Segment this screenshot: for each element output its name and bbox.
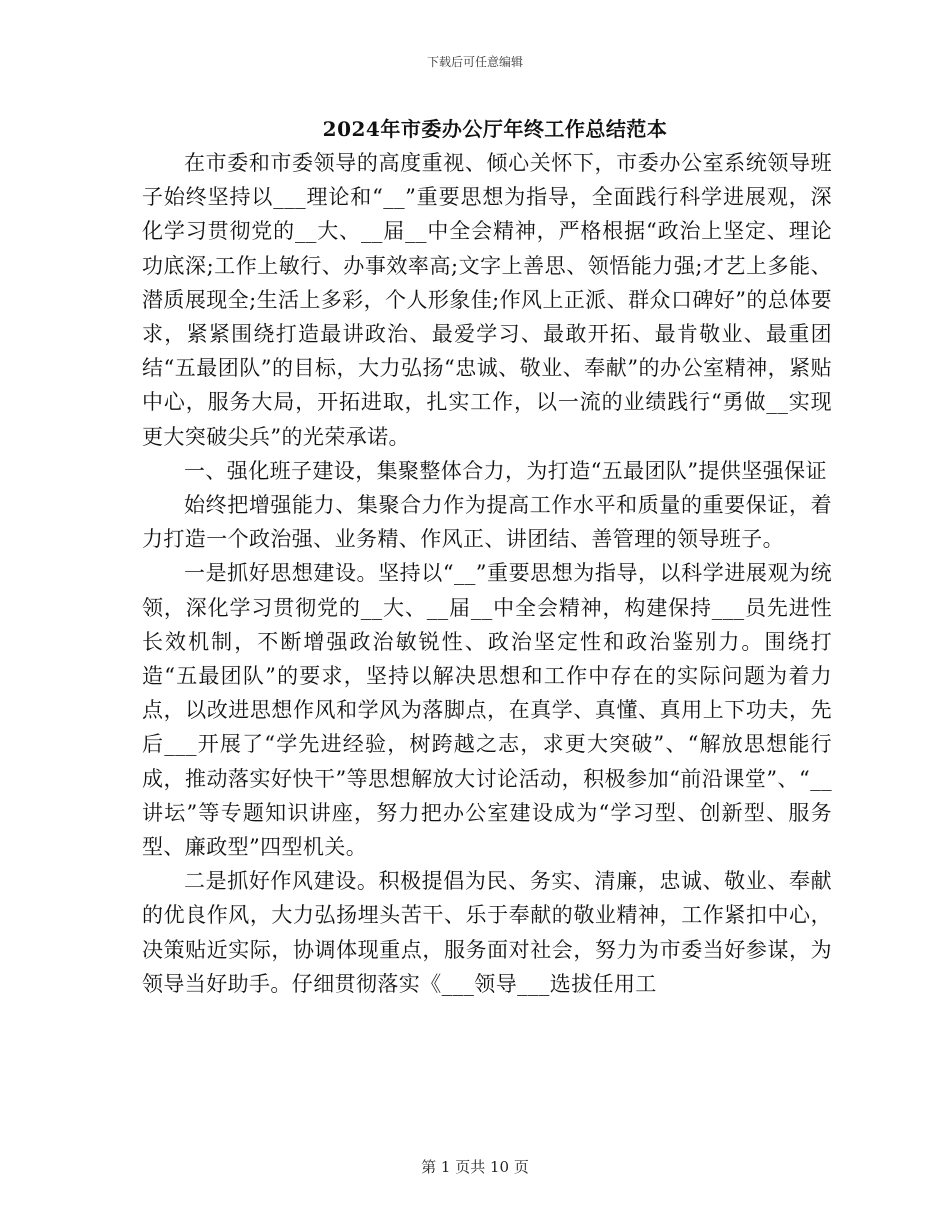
document-title: 2024年市委办公厅年终工作总结范本 bbox=[322, 117, 668, 141]
paragraph-section-1-intro: 始终把增强能力、集聚合力作为提高工作水平和质量的重要保证，着力打造一个政治强、业务精、作风正、讲团结、善管理的领导班子。 bbox=[142, 493, 832, 552]
document-body bbox=[142, 146, 832, 1001]
paragraph-style-building: 二是抓好作风建设。积极提倡为民、务实、清廉，忠诚、敬业、奉献的优良作风，大力弘扬埋头苦干、乐于奉献的敬业精神，工作紧扣中心，决策贴近实际，协调体现重点，服务面对社会，努力为市委当好参谋，为领导当好助手。仔细贯彻落实《___领导___选拔任用工 bbox=[142, 869, 832, 996]
paragraph-intro: 在市委和市委领导的高度重视、倾心关怀下，市委办公室系统领导班子始终坚持以___理论和“__”重要思想为指导，全面践行科学进展观，深化学习贯彻党的__大、__届__中全会精神，严格根据“政治上坚定、理论功底深;工作上敏行、办事效率高;文字上善思、领悟能力强;才艺上多能、潜质展现全;生活上多彩，个人形象佳;作风上正派、群众口碑好”的总体要求，紧紧围绕打造最讲政治、最爱学习、最敢开拓、最肯敬业、最重团结“五最团队”的目标，大力弘扬“忠诚、敬业、奉献”的办公室精神，紧贴中心，服务大局，开拓进取，扎实工作，以一流的业绩践行“勇做__实现更大突破尖兵”的光荣承诺。 bbox=[142, 151, 832, 449]
section-heading-1: 一、强化班子建设，集聚整体合力，为打造“五最团队”提供坚强保证 bbox=[184, 458, 827, 483]
page-footer: 第 1 页共 10 页 bbox=[421, 1158, 529, 1176]
paragraph-thought-building: 一是抓好思想建设。坚持以“__”重要思想为指导，以科学进展观为统领，深化学习贯彻党的__大、__届__中全会精神，构建保持___员先进性长效机制，不断增强政治敏锐性、政治坚定性和政治鉴别力。围绕打造“五最团队”的要求，坚持以解决思想和工作中存在的实际问题为着力点，以改进思想作风和学风为落脚点，在真学、真懂、真用上下功夫，先后___开展了“学先进经验，树跨越之志，求更大突破”、“解放思想能行成，推动落实好快干”等思想解放大讨论活动，积极参加“前沿课堂”、“__讲坛”等专题知识讲座，努力把办公室建设成为“学习型、创新型、服务型、廉政型”四型机关。 bbox=[142, 561, 832, 860]
header-note: 下载后可任意编辑 bbox=[426, 55, 523, 69]
